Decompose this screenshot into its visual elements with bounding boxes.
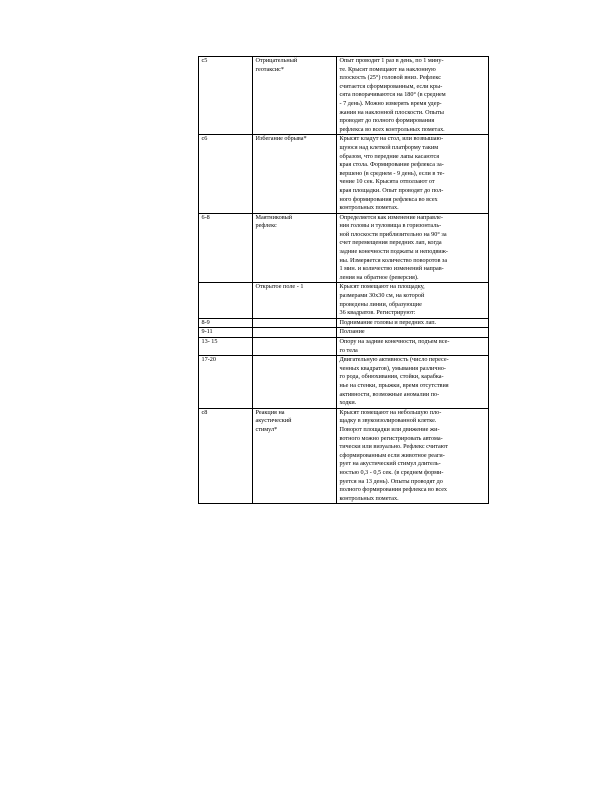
day-cell-text: 17-20 [201, 356, 216, 364]
test-name-cell-text: Отрицательный геотаксис* [255, 57, 298, 73]
day-cell-text: 6-8 [201, 213, 210, 221]
day-cell [199, 283, 253, 318]
description-cell [337, 213, 489, 283]
day-cell-text: 8-9 [201, 318, 210, 326]
test-name-cell [253, 283, 337, 318]
day-cell [199, 213, 253, 283]
day-cell-text: с5 [201, 57, 208, 64]
day-cell [199, 318, 253, 328]
table-body [199, 57, 489, 504]
day-cell [199, 135, 253, 213]
test-name-cell [253, 57, 337, 135]
day-cell-text: 9-11 [201, 328, 213, 336]
description-cell [337, 283, 489, 318]
day-cell-text: 13- 15 [201, 338, 218, 345]
day-cell [199, 338, 253, 356]
description-cell-text: Ползание [339, 328, 365, 336]
reflex-table [198, 56, 489, 504]
test-name-cell-text: Маятниковый рефлекс [255, 213, 293, 230]
day-cell-text: с8 [201, 408, 208, 416]
test-name-cell-text: Открытое поле - 1 [255, 283, 304, 291]
test-name-cell [253, 356, 337, 409]
table-row [199, 408, 489, 504]
description-cell-text: Опыт проводят 1 раз в день, по 1 мину- те. Крысят помещают на наклонную плоскость (25°) головой вниз. Рефлекс считается сформированным, если кры- сята поворачиваются на 180° (в среднем - 7 день). Можно измерять время удер- жания на наклонной плоскости. Опыты проводят до полного формирования рефлекса во всех контрольных пометах. [339, 57, 446, 133]
day-cell [199, 328, 253, 338]
table-row [199, 57, 489, 135]
description-cell-text: Поднимание головы и передних лап. [339, 318, 437, 326]
table-row [199, 213, 489, 283]
table-row [199, 328, 489, 338]
test-name-cell-text: Избегание обрыва* [255, 135, 307, 143]
test-name-cell [253, 213, 337, 283]
table-row [199, 283, 489, 318]
day-cell-text: с6 [201, 135, 208, 143]
description-cell [337, 328, 489, 338]
description-cell [337, 318, 489, 328]
test-name-cell-text: Реакция на акустический стимул* [255, 408, 292, 433]
description-cell [337, 338, 489, 356]
description-cell-text: Двигательную активность (число пересе- ченных квадратов), умывания различно- го рода, обнюхивания, стойки, карабка- нье на стенки, прыжки, время отсутствия активности, возможные аномалии по- ходки. [339, 356, 449, 407]
table-row [199, 356, 489, 409]
day-cell [199, 356, 253, 409]
description-cell [337, 135, 489, 213]
description-cell-text: Крысят помещают на небольшую пло- щадку в звукоизолированной клетке. Поворот площадки или движение жи- вотного можно регистрировать автома- тически или визуально. Рефлекс считают сформированным если животное реаги- рует на акустический стимул длитель- ностью 0,3 - 0,5 сек. (в среднем форми- руется на 13 день). Опыты проводят до полного формирования рефлекса во всех контрольных пометах. [339, 408, 448, 502]
table-row [199, 135, 489, 213]
test-name-cell [253, 135, 337, 213]
test-name-cell [253, 328, 337, 338]
test-name-cell [253, 338, 337, 356]
description-cell [337, 408, 489, 504]
test-name-cell [253, 408, 337, 504]
description-cell-text: Крысят кладут на стол, или возвышаю- щуюся над клеткой платформу таким образом, что передние лапы касаются края стола. Формирование рефлекса за- вершено (в среднем - 9 день), если в те- чение 10 сек. Крысята отползают от края площадки. Опыт проводят до пол- ного формирования рефлекса во всех контрольных пометах. [339, 135, 445, 212]
test-name-cell [253, 318, 337, 328]
description-cell-text: Опору на задние конечности, подъем все- го тела [339, 338, 450, 354]
day-cell [199, 57, 253, 135]
description-cell-text: Крысят помещают на площадку, размерами 30х30 см, на которой проведены линии, образующие 36 квадратов. Регистрируют: [339, 283, 425, 317]
description-cell [337, 356, 489, 409]
table-row [199, 338, 489, 356]
day-cell [199, 408, 253, 504]
table-row [199, 318, 489, 328]
description-cell [337, 57, 489, 135]
description-cell-text: Определяется как изменение направле- ния головы и туловища в горизонталь- ной плоскости приблизительно на 90° за счет перемещения передних лап, когда задние конечности поджаты и неподвиж- ны. Измеряется количество поворотов за 1 мин. и количество изменений направ- ления на обратное (реверсия). [339, 213, 448, 281]
